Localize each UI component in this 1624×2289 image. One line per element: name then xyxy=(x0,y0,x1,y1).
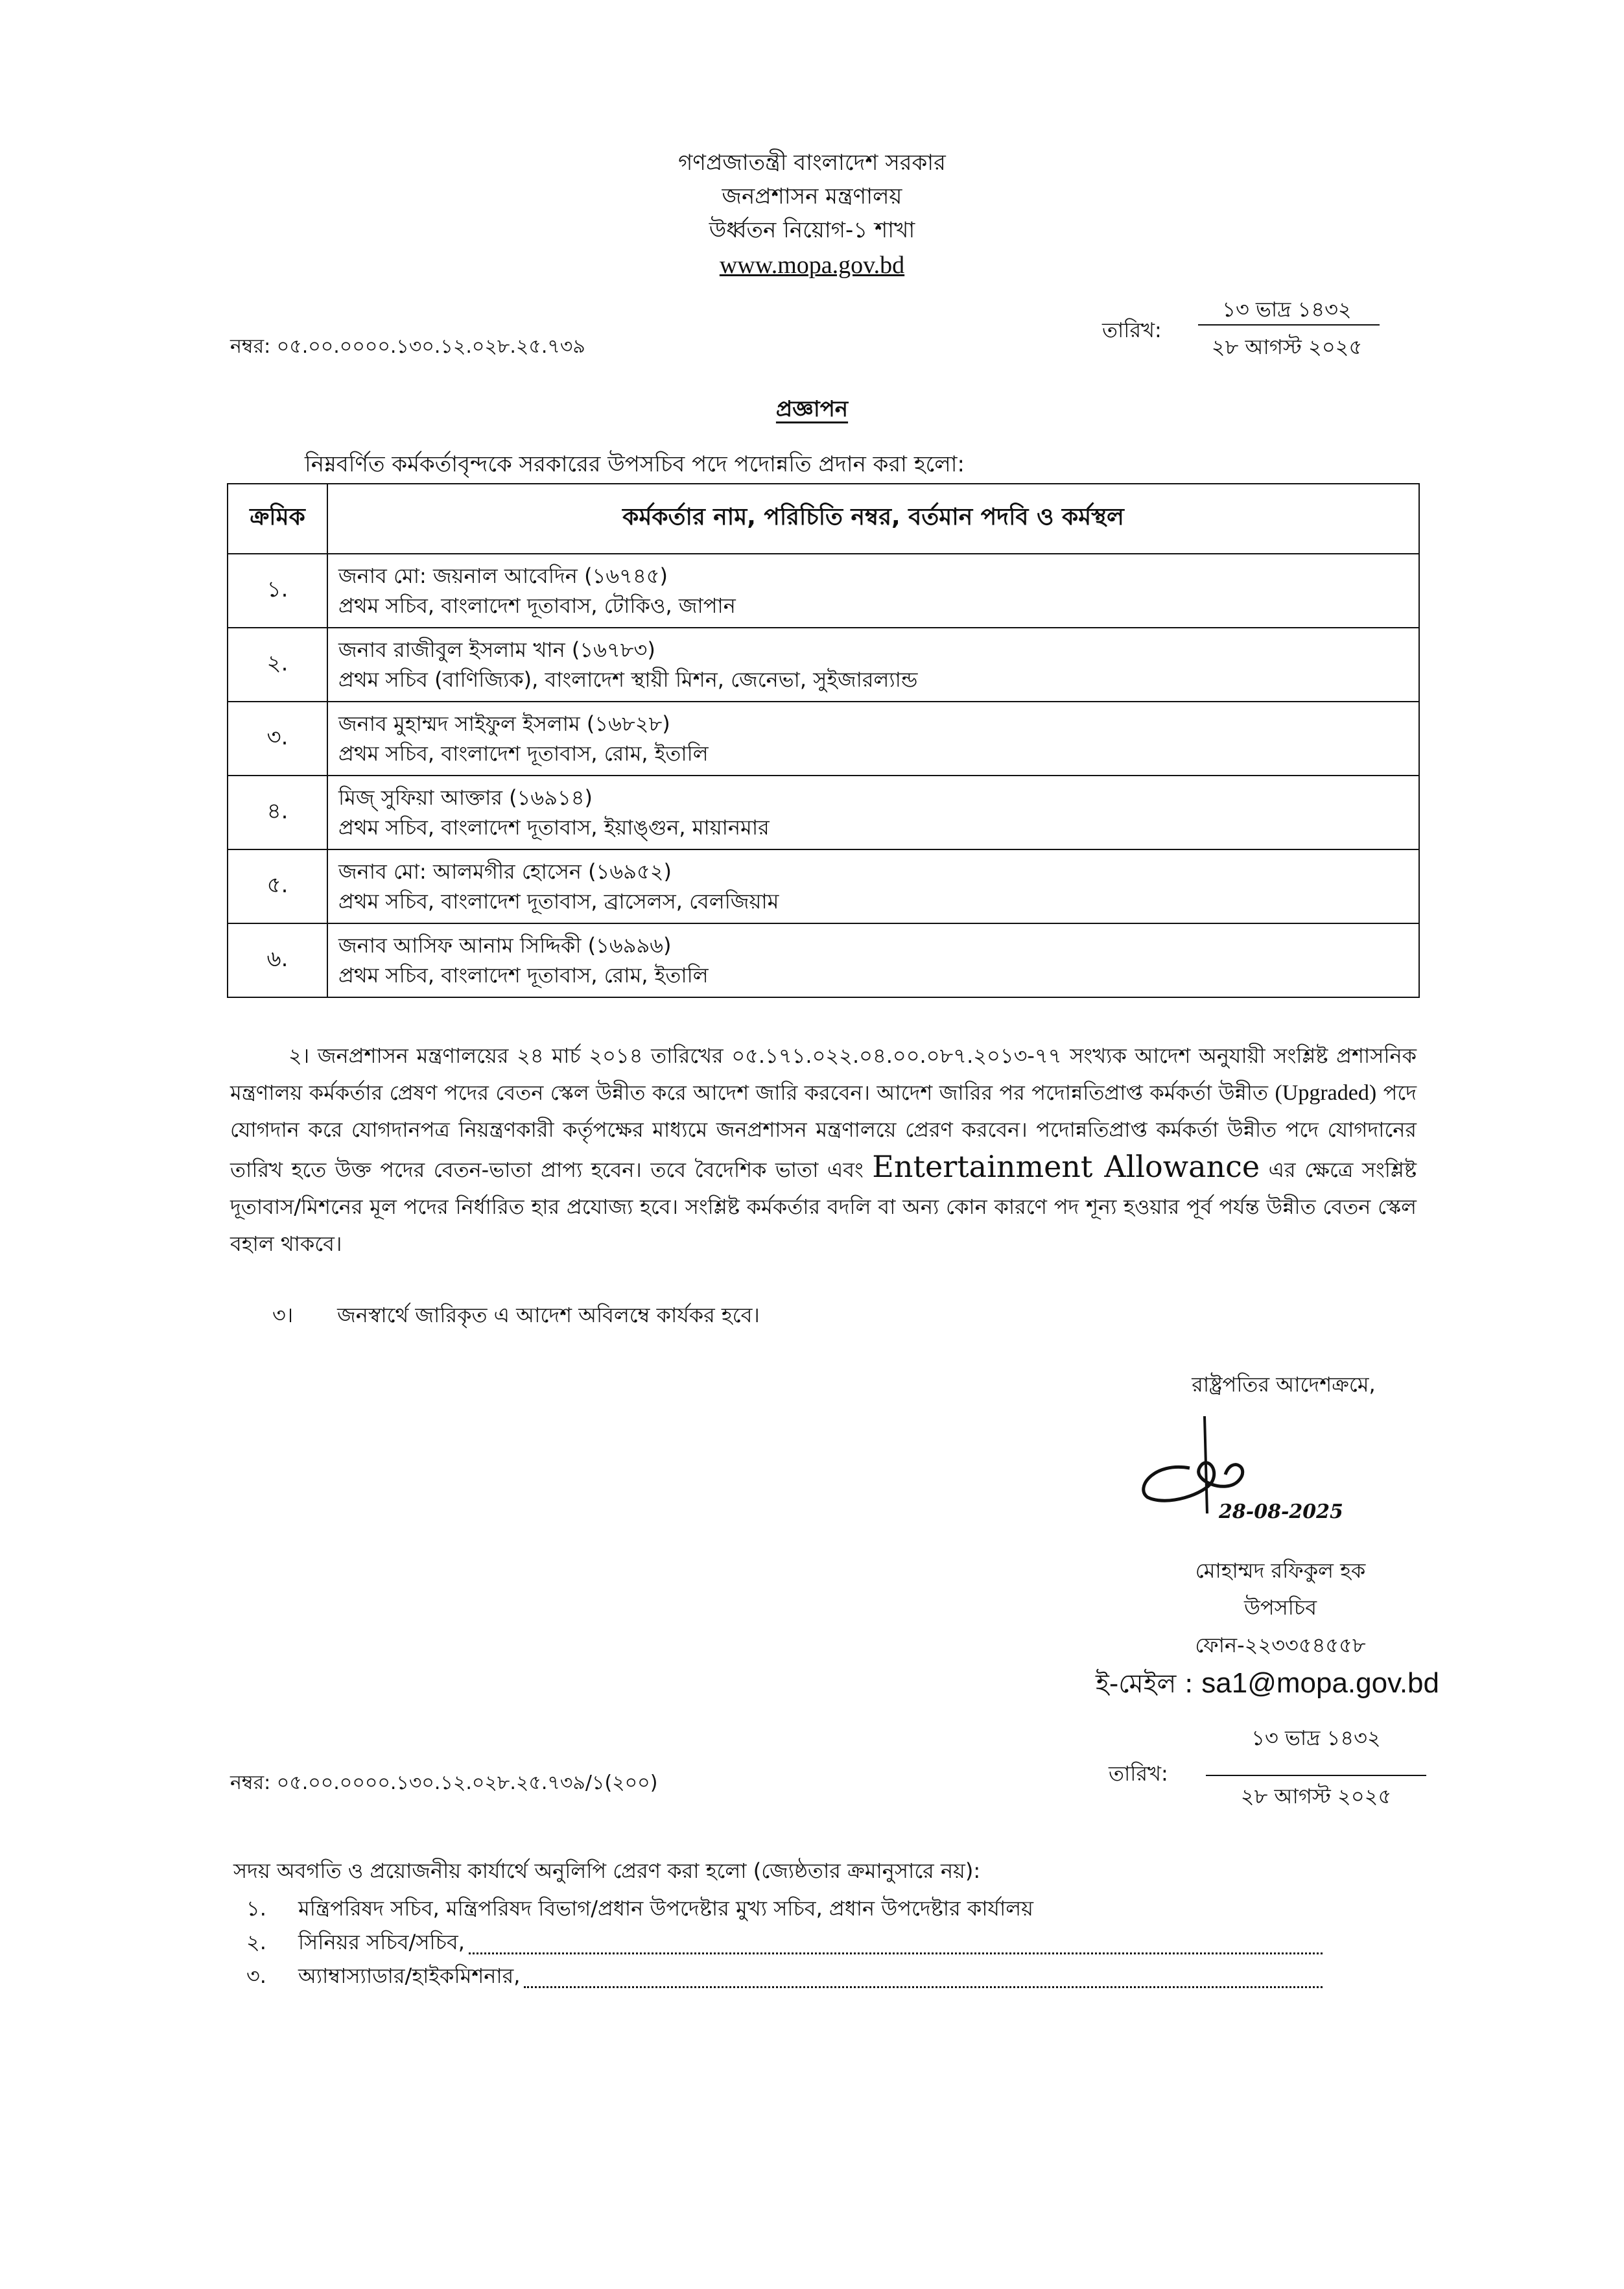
email-link[interactable]: sa1@mopa.gov.bd xyxy=(1201,1667,1439,1699)
recipient-text: অ্যাম্বাস্যাডার/হাইকমিশনার, xyxy=(298,1963,521,1988)
table-row xyxy=(228,776,1419,849)
list-item xyxy=(246,1927,1323,1961)
upgraded-term: (Upgraded) xyxy=(1275,1081,1377,1105)
row-serial: ৩. xyxy=(228,702,327,776)
notice-intro: নিম্নবর্ণিত কর্মকর্তাবৃন্দকে সরকারের উপসচিব পদে পদোন্নতি প্রদান করা হলো: xyxy=(305,451,965,477)
row-serial: ১. xyxy=(228,554,327,628)
table-row xyxy=(228,923,1419,997)
copy-date-divider xyxy=(1206,1775,1426,1776)
copy-distribution-intro: সদয় অবগতি ও প্রয়োজনীয় কার্যার্থে অনুলিপি প্রেরণ করা হলো (জ্যেষ্ঠতার ক্রমানুসারে নয়): xyxy=(233,1858,981,1883)
copy-memo-number xyxy=(230,1767,657,1800)
paragraph-3-text: জনস্বার্থে জারিকৃত এ আদেশ অবিলম্বে কার্যকর হবে। xyxy=(337,1303,760,1327)
copy-date-bangla: ১৩ ভাদ্র ১৪৩২ xyxy=(1251,1726,1381,1750)
recipient-text: সিনিয়র সচিব/সচিব, xyxy=(298,1930,465,1954)
signature-date: 28-08-2025 xyxy=(1219,1500,1343,1523)
officer-name: মিজ্ সুফিয়া আক্তার (১৬৯১৪) xyxy=(338,785,593,810)
fill-in-dotted-line xyxy=(524,1986,1323,1988)
table-row xyxy=(228,628,1419,702)
copy-date-label: তারিখ: xyxy=(1109,1761,1168,1786)
table-row xyxy=(228,554,1419,628)
table-row xyxy=(228,702,1419,776)
signatory-phone: ফোন-২২৩৩৫৪৫৫৮ xyxy=(1195,1633,1366,1657)
memo-number-value: ০৫.০০.০০০০.১৩০.১২.০২৮.২৫.৭৩৯ xyxy=(276,335,585,358)
details-header: কর্মকর্তার নাম, পরিচিতি নম্বর, বর্তমান পদবি ও কর্মস্থল xyxy=(327,484,1419,554)
memo-number-label: নম্বর: xyxy=(230,335,271,358)
officer-name: জনাব মো: জয়নাল আবেদিন (১৬৭৪৫) xyxy=(338,563,668,588)
date-label: তারিখ: xyxy=(1102,318,1162,342)
officer-name: জনাব রাজীবুল ইসলাম খান (১৬৭৮৩) xyxy=(338,637,655,662)
table-header-row xyxy=(228,484,1419,554)
entertainment-allowance-term: Entertainment Allowance xyxy=(872,1149,1260,1184)
recipient-number: ৩. xyxy=(246,1963,266,1988)
row-serial: ৬. xyxy=(228,923,327,997)
ministry-name: জনপ্রশাসন মন্ত্রণালয় xyxy=(722,184,902,209)
officer-current-post: প্রথম সচিব (বাণিজ্যিক), বাংলাদেশ স্থায়ী মিশন, জেনেভা, সুইজারল্যান্ড xyxy=(338,667,918,692)
signatory-designation: উপসচিব xyxy=(1243,1595,1317,1620)
row-serial: ২. xyxy=(228,628,327,702)
officer-current-post: প্রথম সচিব, বাংলাদেশ দূতাবাস, টোকিও, জাপান xyxy=(338,593,736,618)
row-officer-info xyxy=(327,554,1419,628)
row-officer-info xyxy=(327,702,1419,776)
date-divider xyxy=(1198,324,1380,326)
officer-name: জনাব মুহাম্মদ সাইফুল ইসলাম (১৬৮২৮) xyxy=(338,711,670,736)
memo-date xyxy=(1102,293,1387,358)
table-row xyxy=(228,849,1419,923)
paragraph-2-text-a: জনপ্রশাসন মন্ত্রণালয়ের ২৪ মার্চ ২০১৪ তারিখের ০৫.১৭১.০২২.০৪.০০.০৮৭.২০১৩-৭৭ সংখ্যক আদেশ অনুযায়ী সংশ্লিষ্ট প্রশাসনিক মন্ত্রণালয় কর্মকর্তার প্রেষণ পদের বেতন স্কেল উন্নীত করে আদেশ জারি করবেন। আদেশ জারির পর পদোন্নতিপ্রাপ্ত কর্মকর্তা উন্নীত xyxy=(230,1043,1417,1105)
notice-title: প্রজ্ঞাপন xyxy=(775,396,849,422)
copy-memo-date xyxy=(1109,1722,1433,1812)
presidential-order-line: রাষ্ট্রপতির আদেশক্রমে, xyxy=(1192,1372,1376,1397)
row-officer-info xyxy=(327,849,1419,923)
paragraph-2-text-c: এর ক্ষেত্রে সংশ্লিষ্ট দূতাবাস/মিশনের মূল পদের নির্ধারিত হার প্রযোজ্য হবে। সংশ্লিষ্ট কর্মকর্তার বদলি বা অন্য কোন কারণে পদ শূন্য হওয়ার পূর্ব পর্যন্ত উন্নীত বেতন স্কেল বহাল থাকবে। xyxy=(230,1157,1417,1256)
recipient-number: ২. xyxy=(246,1930,266,1954)
serial-header: ক্রমিক xyxy=(228,484,327,554)
row-serial: ৫. xyxy=(228,849,327,923)
officer-current-post: প্রথম সচিব, বাংলাদেশ দূতাবাস, রোম, ইতালি xyxy=(338,741,709,766)
date-bangla: ১৩ ভাদ্র ১৪৩২ xyxy=(1222,297,1352,322)
paragraph-2 xyxy=(230,1038,1417,1263)
list-item xyxy=(246,1961,1323,1995)
paragraph-2-number: ২। xyxy=(288,1043,310,1068)
list-item xyxy=(246,1893,1323,1927)
officers-table xyxy=(227,483,1420,998)
row-officer-info xyxy=(327,923,1419,997)
copy-memo-number-value: ০৫.০০.০০০০.১৩০.১২.০২৮.২৫.৭৩৯/১(২০০) xyxy=(276,1772,658,1794)
recipient-number: ১. xyxy=(246,1896,266,1921)
row-serial: ৪. xyxy=(228,776,327,849)
email-label: ই-মেইল : xyxy=(1096,1669,1194,1699)
fill-in-dotted-line xyxy=(469,1952,1323,1954)
signatory-name: মোহাম্মদ রফিকুল হক xyxy=(1195,1558,1366,1583)
copy-date-gregorian: ২৮ আগস্ট ২০২৫ xyxy=(1240,1784,1392,1809)
government-name: গণপ্রজাতন্ত্রী বাংলাদেশ সরকার xyxy=(678,150,946,176)
row-officer-info xyxy=(327,776,1419,849)
officer-name: জনাব মো: আলমগীর হোসেন (১৬৯৫২) xyxy=(338,859,672,884)
officer-current-post: প্রথম সচিব, বাংলাদেশ দূতাবাস, ইয়াঙ্গুন, মায়ানমার xyxy=(338,815,770,840)
paragraph-3 xyxy=(272,1297,1459,1334)
officer-current-post: প্রথম সচিব, বাংলাদেশ দূতাবাস, রোম, ইতালি xyxy=(338,963,709,988)
recipient-text: মন্ত্রিপরিষদ সচিব, মন্ত্রিপরিষদ বিভাগ/প্রধান উপদেষ্টার মুখ্য সচিব, প্রধান উপদেষ্টার কার্যালয় xyxy=(298,1896,1033,1921)
section-name: উর্ধ্বতন নিয়োগ-১ শাখা xyxy=(709,217,915,243)
copy-memo-number-label: নম্বর: xyxy=(230,1772,271,1794)
memo-number xyxy=(230,331,585,364)
website-link[interactable]: www.mopa.gov.bd xyxy=(719,252,905,279)
paragraph-2-text-b: পদে যোগদান করে যোগদানপত্র নিয়ন্ত্রণকারী কর্তৃপক্ষের মাধ্যমে জনপ্রশাসন মন্ত্রণালয়ে প্রেরণ করবেন। পদোন্নতিপ্রাপ্ত কর্মকর্তা উন্নীত পদে যোগদানের তারিখ হতে উক্ত পদের বেতন-ভাতা প্রাপ্য হবেন। তবে বৈদেশিক ভাতা এবং xyxy=(230,1080,1417,1182)
date-gregorian: ২৮ আগস্ট ২০২৫ xyxy=(1211,335,1363,359)
signatory-email xyxy=(1063,1664,1439,1703)
letterhead xyxy=(0,146,1624,283)
officer-current-post: প্রথম সচিব, বাংলাদেশ দূতাবাস, ব্রাসেলস, বেলজিয়াম xyxy=(338,889,779,914)
officer-name: জনাব আসিফ আনাম সিদ্দিকী (১৬৯৯৬) xyxy=(338,933,672,958)
signatory-block xyxy=(1063,1368,1439,1703)
row-officer-info xyxy=(327,628,1419,702)
copy-recipient-list xyxy=(246,1893,1323,1995)
paragraph-3-number: ৩। xyxy=(272,1303,294,1327)
signature xyxy=(1063,1403,1426,1552)
